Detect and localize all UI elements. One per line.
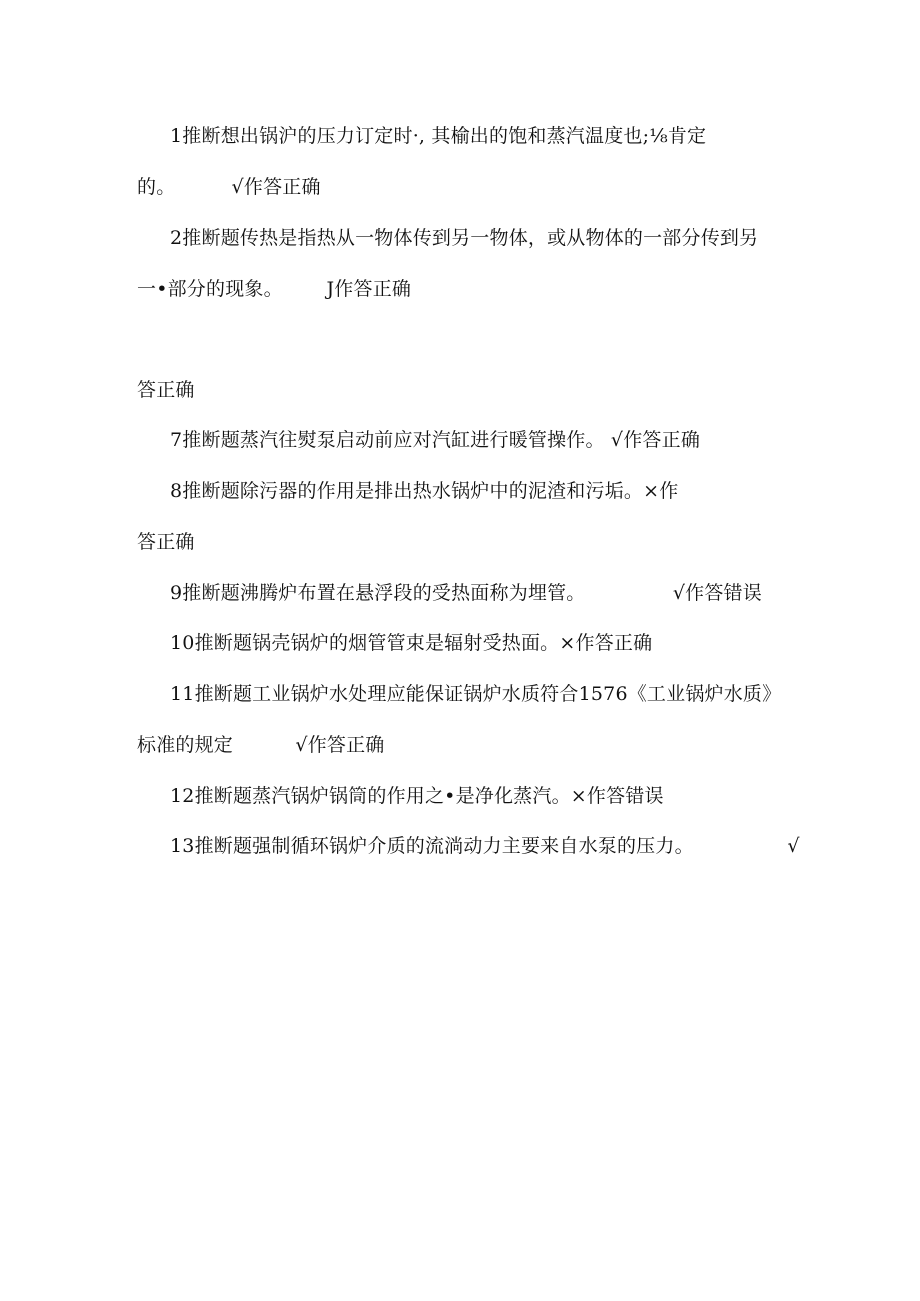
question-8-line-1: 8推断题除污器的作用是排出热水锅炉中的泥渣和污垢。×作 [170,480,679,502]
question-8-line-2: 答正确 [137,531,195,553]
question-1-line-1: 1推断想出锅沪的压力订定时·, 其榆出的饱和蒸汽温度也;⅛肯定 [170,125,707,147]
question-1-line-2: 的。 √作答正确 [137,176,321,198]
answer-fragment: 答正确 [137,379,195,401]
question-12: 12推断题蒸汽锅炉锅筒的作用之•是净化蒸汽。×作答错误 [170,785,664,807]
question-2-line-1: 2推断题传热是指热从一物体传到另一物体，或从物体的一部分传到另 [170,227,759,249]
question-10: 10推断题锅壳锅炉的烟管管束是辐射受热面。×作答正确 [170,632,653,654]
question-9: 9推断题沸腾炉布置在悬浮段的受热面称为埋管。 √作答错误 [170,582,762,604]
question-11-line-2: 标准的规定 √作答正确 [137,734,385,756]
question-7: 7推断题蒸汽往熨泵启动前应对汽缸进行暖管操作。 √作答正确 [170,429,701,451]
question-13: 13推断题强制循环锅炉介质的流淌动力主要来自水泵的压力。 √ [170,835,800,857]
question-11-line-1: 11推断题工业锅炉水处理应能保证锅炉水质符合1576《工业锅炉水质》 [170,683,782,705]
question-2-line-2: 一•部分的现象。 J作答正确 [137,278,412,300]
